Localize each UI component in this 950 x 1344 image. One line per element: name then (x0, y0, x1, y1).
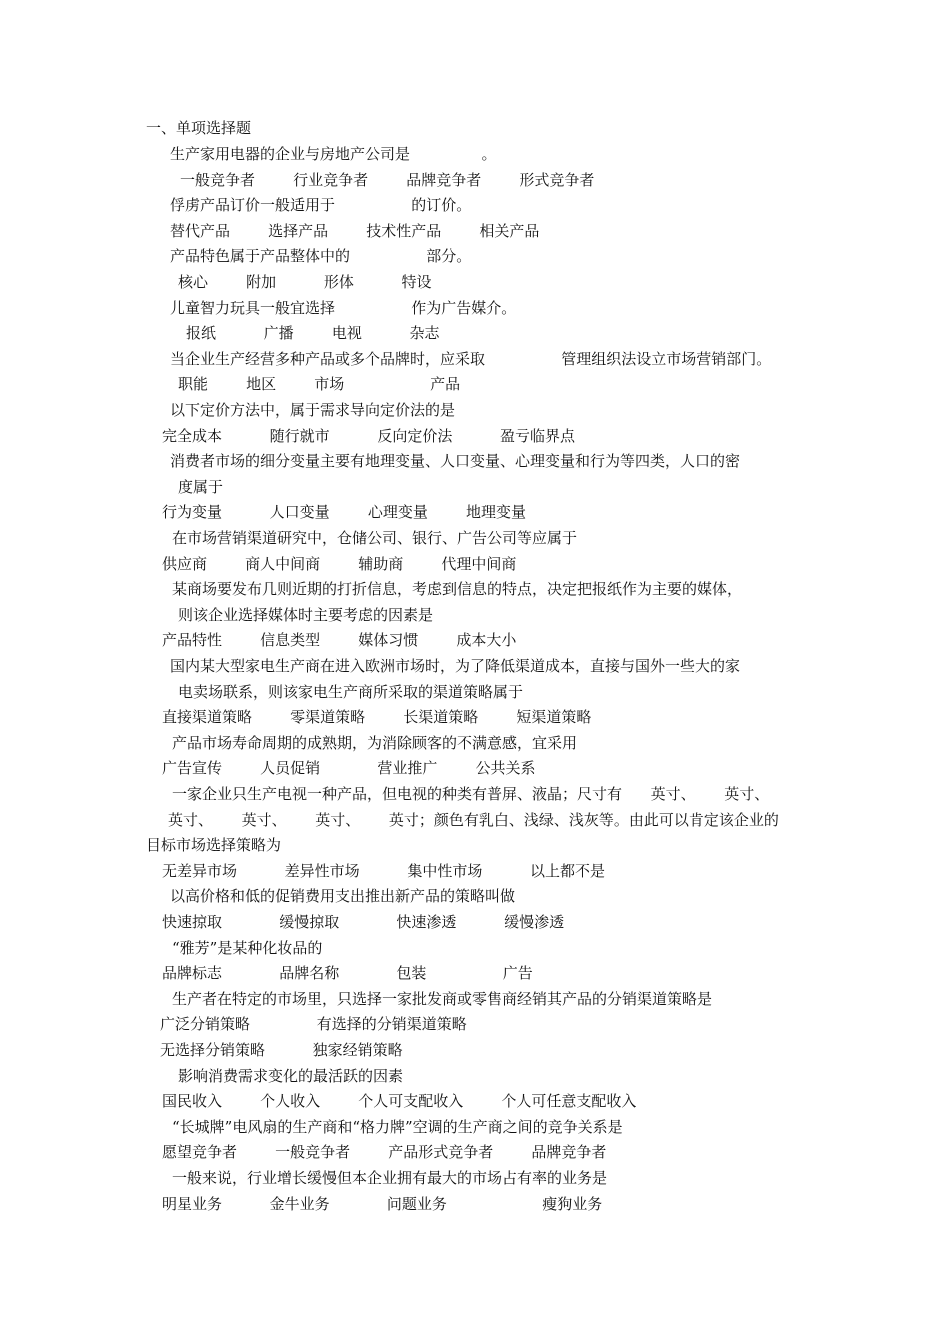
question-text: 儿童智力玩具一般宜选择 作为广告媒介。 (170, 299, 517, 317)
question-text: “长城牌”电风扇的生产商和“格力牌”空调的生产商之间的竞争关系是 (172, 1118, 623, 1136)
answer-options: 核心 附加 形体 特设 (178, 273, 432, 291)
answer-options: 职能 地区 市场 产品 (178, 375, 461, 393)
answer-options: 广泛分销策略 有选择的分销渠道策略 (160, 1015, 467, 1033)
answer-options: 产品特性 信息类型 媒体习惯 成本大小 (162, 631, 517, 649)
question-text: 消费者市场的细分变量主要有地理变量、人口变量、心理变量和行为等四类，人口的密 (170, 452, 741, 470)
question-continuation: 电卖场联系，则该家电生产商所采取的渠道策略属于 (178, 683, 524, 701)
question-text: 生产者在特定的市场里，只选择一家批发商或零售商经销其产品的分销渠道策略是 (172, 990, 713, 1008)
answer-options: 无选择分销策略 独家经销策略 (160, 1041, 403, 1059)
section-title: 一、单项选择题 (146, 119, 252, 137)
question-text: 一般来说，行业增长缓慢但本企业拥有最大的市场占有率的业务是 (172, 1169, 608, 1187)
question-text: 影响消费需求变化的最活跃的因素 (178, 1067, 404, 1085)
answer-options: 愿望竞争者 一般竞争者 产品形式竞争者 品牌竞争者 (162, 1143, 607, 1161)
answer-options: 行为变量 人口变量 心理变量 地理变量 (162, 503, 526, 521)
question-text: 当企业生产经营多种产品或多个品牌时，应采取 管理组织法设立市场营销部门。 (170, 350, 772, 368)
question-text: 生产家用电器的企业与房地产公司是 。 (170, 145, 497, 163)
question-text: 产品市场寿命周期的成熟期，为消除顾客的不满意感，宜采用 (172, 734, 578, 752)
answer-options: 供应商 商人中间商 辅助商 代理中间商 (162, 555, 517, 573)
answer-options: 广告宣传 人员促销 营业推广 公共关系 (162, 759, 536, 777)
answer-options: 国民收入 个人收入 个人可支配收入 个人可任意支配收入 (162, 1092, 637, 1110)
answer-options: 快速掠取 缓慢掠取 快速渗透 缓慢渗透 (162, 913, 565, 931)
question-continuation: 目标市场选择策略为 (146, 836, 282, 854)
question-text: 国内某大型家电生产商在进入欧洲市场时，为了降低渠道成本，直接与国外一些大的家 (170, 657, 741, 675)
question-text: 俘虏产品订价一般适用于 的订价。 (170, 196, 472, 214)
answer-options: 品牌标志 品牌名称 包装 广告 (162, 964, 533, 982)
answer-options: 直接渠道策略 零渠道策略 长渠道策略 短渠道策略 (162, 708, 592, 726)
question-text: 一家企业只生产电视一种产品，但电视的种类有普屏、液晶；尺寸有 英寸、 英寸、 (172, 785, 770, 803)
answer-options: 一般竞争者 行业竞争者 品牌竞争者 形式竞争者 (180, 171, 595, 189)
question-text: 以下定价方法中，属于需求导向定价法的是 (170, 401, 456, 419)
question-continuation: 度属于 (178, 478, 224, 496)
question-text: 以高价格和低的促销费用支出推出新产品的策略叫做 (170, 887, 516, 905)
question-continuation: 则该企业选择媒体时主要考虑的因素是 (178, 606, 434, 624)
question-text: “雅芳”是某种化妆品的 (172, 939, 323, 957)
answer-options: 明星业务 金牛业务 问题业务 瘦狗业务 (162, 1195, 603, 1213)
question-text: 产品特色属于产品整体中的 部分。 (170, 247, 472, 265)
answer-options: 完全成本 随行就市 反向定价法 盈亏临界点 (162, 427, 576, 445)
question-continuation: 英寸、 英寸、 英寸、 英寸；颜色有乳白、浅绿、浅灰等。由此可以肯定该企业的 (168, 811, 779, 829)
answer-options: 报纸 广播 电视 杂志 (186, 324, 440, 342)
question-text: 某商场要发布几则近期的打折信息，考虑到信息的特点，决定把报纸作为主要的媒体， (172, 580, 743, 598)
answer-options: 替代产品 选择产品 技术性产品 相关产品 (170, 222, 540, 240)
answer-options: 无差异市场 差异性市场 集中性市场 以上都不是 (162, 862, 606, 880)
question-text: 在市场营销渠道研究中，仓储公司、银行、广告公司等应属于 (172, 529, 578, 547)
